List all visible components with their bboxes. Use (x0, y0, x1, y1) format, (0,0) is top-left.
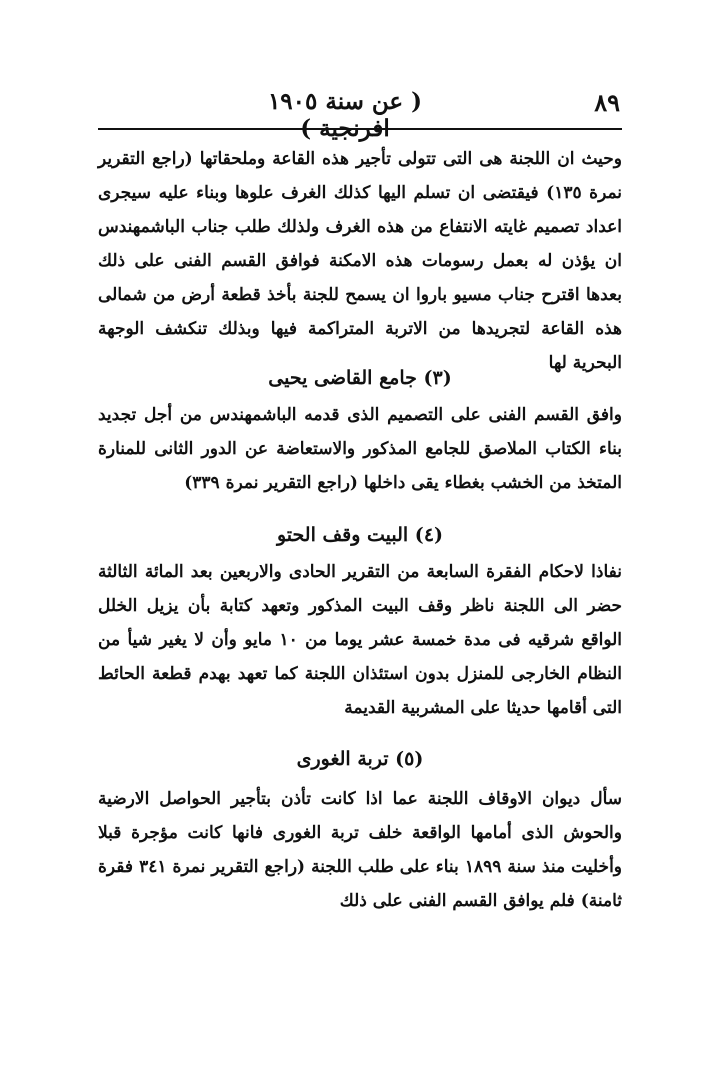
paragraph-house-waqf: نفاذا لاحكام الفقرة السابعة من التقرير الحادى والاربعين بعد المائة الثالثة حضر الى اللجنة ناظر وقف البيت المذكور وتعهد كتابة بأن يزيل الخلل الواقع شرقيه فى مدة خمسة عشر يوما من ١٠ مايو وأن لا يغير شيأ من النظام الخارجى للمنزل بدون استئذان اللجنة كما تعهد بهدم قطعة الحائط التى أقامها حديثا على المشربية القديمة (98, 562, 623, 718)
paragraph-qadi-yahya: وافق القسم الفنى على التصميم الذى قدمه الباشمهندس من أجل تجديد بناء الكتاب الملاصق للجامع المذكور والاستعاضة عن الدور الثانى للمنارة المتخذ من الخشب بغطاء يقى داخلها (راجع التقرير نمرة ٣٣٩) (98, 405, 622, 493)
running-title: ( عن سنة ١٩٠٥ افرنجية ) (267, 88, 423, 142)
section-heading-ghuri-tomb: (٥) تربة الغورى (296, 748, 424, 770)
paragraph-ghuri-tomb: سأل ديوان الاوقاف اللجنة عما اذا كانت تأذن بتأجير الحواصل الارضية والحوش الذى أمامها الواقعة خلف تربة الغورى فانها كانت مؤجرة قبلا وأخليت منذ سنة ١٨٩٩ بناء على طلب اللجنة (راجع التقرير نمرة ٣٤١ فقرة ثامنة) فلم يوافق القسم الفنى على ذلك (98, 789, 623, 911)
header-rule (98, 128, 622, 130)
section-heading-house-waqf: (٤) البيت وقف الحتو (276, 524, 444, 546)
section-heading-qadi-yahya: (٣) جامع القاضى يحيى (268, 367, 452, 389)
page-header (100, 88, 620, 142)
paragraph-hall-rooms: وحيث ان اللجنة هى التى تتولى تأجير هذه القاعة وملحقاتها (راجع التقرير نمرة ١٣٥) فيقتضى ان تسلم اليها كذلك الغرف علوها وبناء عليه سيجرى اعداد تصميم غايته الانتفاع من هذه الغرف ولذلك طلب جناب الباشمهندس ان يؤذن له بعمل رسومات هذه الامكنة فوافق القسم الفنى على ذلك بعدها اقترح جناب مسيو باروا ان يسمح للجنة بأخذ قطعة أرض من شمالى هذه القاعة لتجريدها من الاتربة المتراكمة فيها وبذلك تنكشف الوجهة البحرية لها (98, 149, 623, 373)
page-number: ٨٩ (594, 88, 620, 117)
